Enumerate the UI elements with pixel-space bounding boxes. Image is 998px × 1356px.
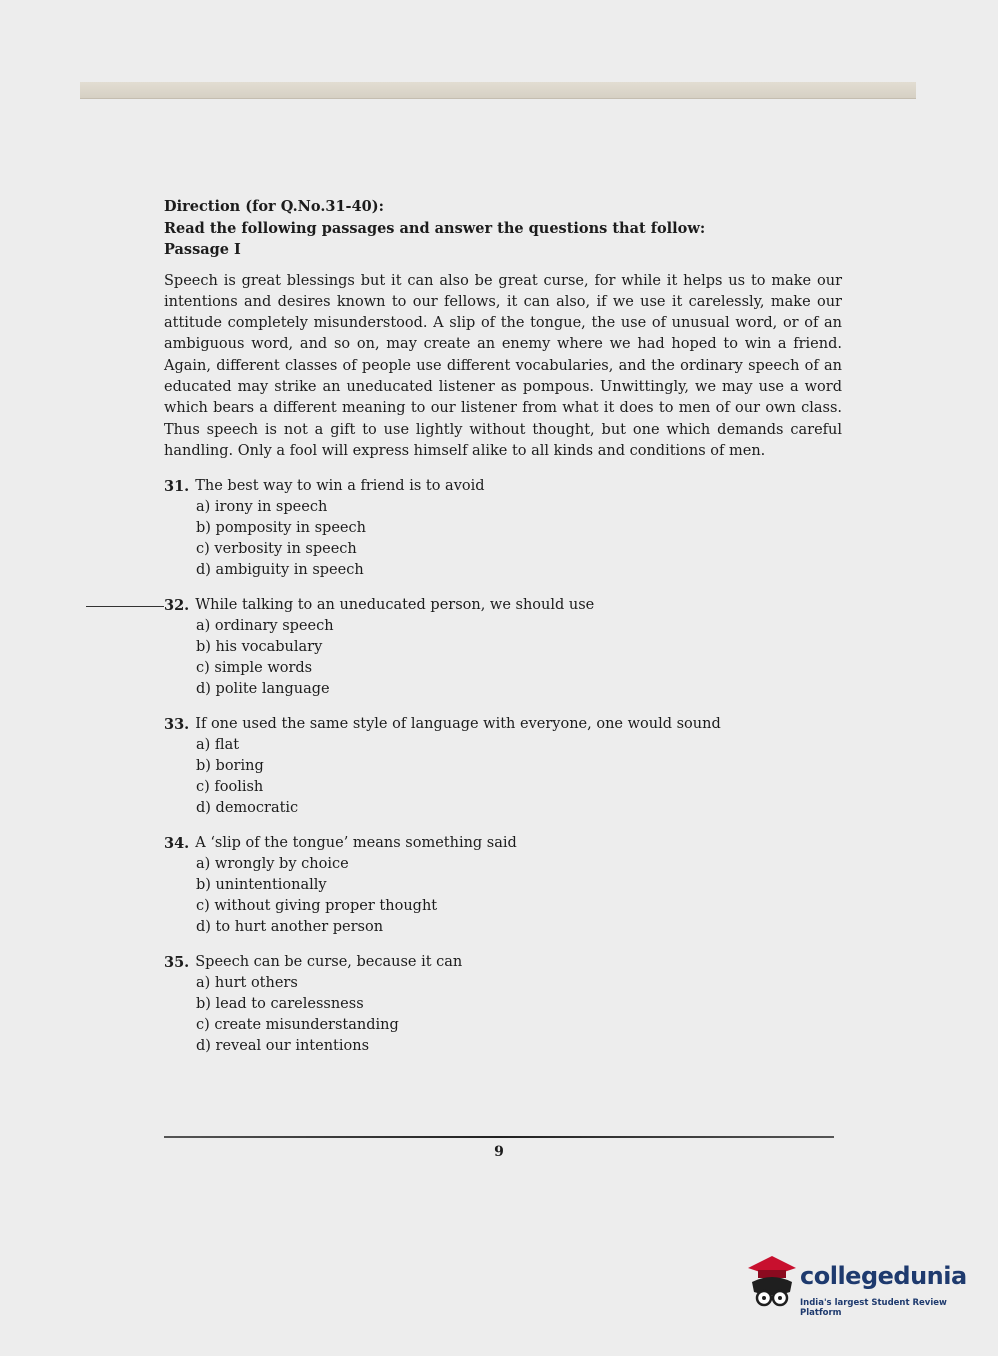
- option-c: c) without giving proper thought: [196, 898, 438, 915]
- option-c: c) simple words: [196, 660, 313, 677]
- question-number: 33.: [164, 716, 190, 734]
- option-a: a) wrongly by choice: [196, 856, 349, 873]
- directions-instruction: Read the following passages and answer the questions that follow:: [164, 219, 706, 237]
- option-b: b) pomposity in speech: [196, 520, 366, 537]
- directions-block: [164, 196, 842, 261]
- logo-wordmark: collegedunia: [800, 1262, 967, 1290]
- question-text: While talking to an uneducated person, we should use: [195, 597, 595, 614]
- option-a: a) irony in speech: [196, 499, 328, 516]
- question-33: [164, 714, 842, 819]
- option-d: d) to hurt another person: [196, 919, 384, 936]
- option-d: d) polite language: [196, 681, 330, 698]
- option-c: c) foolish: [196, 779, 264, 796]
- option-b: b) boring: [196, 758, 264, 775]
- option-b: b) lead to carelessness: [196, 996, 364, 1013]
- passage-text: Speech is great blessings but it can also be great curse, for while it helps us to make our intentions and desires known to our fellows, it can also, if we use it carelessly, make our attitude completely misunderstood. A slip of the tongue, the use of unusual word, or of an ambiguous word, and so on, may create an enemy where we had hoped to win a friend. Again, different classes of people use different vocabularies, and the ordinary speech of an educated may strike an uneducated listener as pompous. Unwittingly, we may use a word which bears a different meaning to our listener from what it does to men of our own class. Thus speech is not a gift to use lightly without thought, but one which demands careful handling. Only a fool will express himself alike to all kinds and conditions of men.: [164, 272, 842, 459]
- option-a: a) flat: [196, 737, 240, 754]
- question-32: [164, 595, 842, 700]
- footer-rule: [164, 1136, 834, 1138]
- option-b: b) his vocabulary: [196, 639, 323, 656]
- question-text: The best way to win a friend is to avoid: [195, 478, 485, 495]
- margin-pen-line: [86, 606, 164, 607]
- question-number: 35.: [164, 954, 190, 972]
- document-page: [164, 196, 842, 1057]
- option-a: a) hurt others: [196, 975, 298, 992]
- question-text: A ‘slip of the tongue’ means something said: [195, 835, 517, 852]
- question-text: If one used the same style of language with everyone, one would sound: [195, 716, 721, 733]
- question-34: [164, 833, 842, 938]
- option-d: d) reveal our intentions: [196, 1038, 370, 1055]
- option-d: d) ambiguity in speech: [196, 562, 364, 579]
- option-a: a) ordinary speech: [196, 618, 334, 635]
- option-c: c) create misunderstanding: [196, 1017, 399, 1034]
- option-d: d) democratic: [196, 800, 299, 817]
- question-number: 34.: [164, 835, 190, 853]
- page-top-strip: [80, 82, 916, 99]
- logo-tagline: India's largest Student Review Platform: [800, 1298, 947, 1318]
- option-b: b) unintentionally: [196, 877, 327, 894]
- question-number: 32.: [164, 597, 190, 615]
- page-number: 9: [494, 1144, 504, 1160]
- directions-heading: Direction (for Q.No.31-40):: [164, 198, 384, 215]
- question-number: 31.: [164, 478, 190, 496]
- passage-title: Passage I: [164, 241, 241, 258]
- graduate-mascot-icon: [742, 1252, 798, 1312]
- question-31: [164, 476, 842, 581]
- collegedunia-logo: [742, 1252, 972, 1318]
- question-35: [164, 952, 842, 1057]
- question-text: Speech can be curse, because it can: [195, 954, 463, 971]
- option-c: c) verbosity in speech: [196, 541, 357, 558]
